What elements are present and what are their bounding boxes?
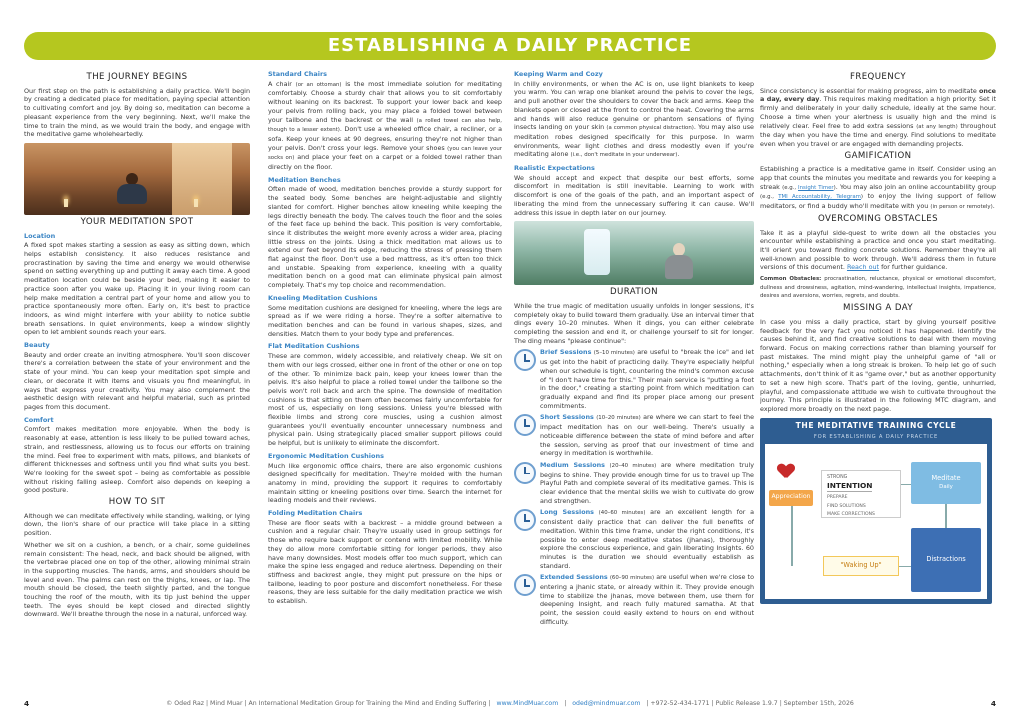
insight-timer-link[interactable]: Insight Timer bbox=[798, 184, 834, 191]
folding-paragraph: These are floor seats with a backrest – a middle ground between a cushion and a regular chair. They're usually used in group settings for those who require back support or contend with limited mobility. While they do allow more comfortable sitting for longer periods, they also have many downsides. Most models offer too much support, which can make the spine less engaged and reduce alertness. Depending on their stiffness and backrest angle, they might put pressure on the hips or tailbone, leading to poor posture and discomfort nonetheless. For these reasons, they are less suitable for the daily meditation practice we wish to establish. bbox=[268, 518, 502, 606]
subheading-ergonomic: Ergonomic Meditation Cushions bbox=[268, 451, 385, 460]
duration-long-name: Long Sessions bbox=[540, 508, 594, 517]
duration-extended-desc: are useful when we're close to entering a jhanic state, or already within it. They provide enough time to stabilize the jhanas, move between them, use them for deepening Insight, and reach fully matured samatha. At that point, the session could easily extend to hours on end without difficulty. bbox=[540, 573, 754, 626]
intention-item-solutions: FIND SOLUTIONS bbox=[827, 503, 866, 509]
section-title-obstacles: OVERCOMING OBSTACLES bbox=[818, 213, 938, 224]
meditate-daily-box bbox=[911, 462, 981, 504]
comfort-paragraph: Comfort makes meditation more enjoyable. When the body is reasonably at ease, attention is less likely to be pulled toward aches, strain, and restlessness, allowing us to focus our efforts on training the mind. Feel free to experiment with mats, pillows, and blankets of different thicknesses and softness until you find what suits you best. We're looking for the sweet spot – being as comfortable as possible without risking falling asleep. Comfort also depends on keeping a good posture. bbox=[24, 425, 250, 495]
subheading-location: Location bbox=[24, 231, 56, 240]
duration-extended-text bbox=[540, 573, 754, 626]
waking-up-box: "Waking Up" bbox=[823, 556, 899, 576]
duration-extended-name: Extended Sessions bbox=[540, 573, 608, 582]
duration-brief-name: Brief Sessions bbox=[540, 348, 592, 357]
obstacles-text-1: Take it as a playful side-quest to write down all the obstacles you encounter while establishing a practice and once you start meditating. It'll orient you toward finding concrete solutions. Remember they're all well-known and possible to work through. We'll address them in future versions of this document. bbox=[760, 228, 996, 272]
appreciation-box: Appreciation bbox=[769, 490, 813, 506]
gamification-note-2b: ) bbox=[860, 194, 864, 201]
journey-paragraph: Our first step on the path is establishing a daily practice. We'll begin by creating a dedicated place for meditation, paying special attention to cultivating comfort and joy. By doing so, meditation can become a pleasant experience from the very beginning. Next, we'll make the time to train the mind, as we would train the body, and engage with the meditative game wholeheartedly. bbox=[24, 86, 250, 139]
arrow-icon bbox=[901, 484, 911, 486]
footer-release-info: | +972-52-434-1771 | Public Release 1.9.7 | September 15th, 2026 bbox=[646, 699, 854, 707]
duration-short-range: (10–20 minutes) bbox=[596, 415, 641, 422]
subheading-benches: Meditation Benches bbox=[268, 175, 341, 184]
gamification-paragraph bbox=[760, 165, 996, 212]
frequency-note: (at any length) bbox=[916, 123, 958, 130]
footer-email-link[interactable]: oded@mindmuar.com bbox=[572, 699, 641, 707]
intention-strong-label: STRONG bbox=[827, 474, 848, 480]
frequency-text-2: . This requires making meditation a high priority. Set it firmly and deliberately in your daily schedule, ideally at the same hour. Choose a time when your alertness is usually high and the mind is relatively clear. Feel free to add extra sessions bbox=[760, 95, 996, 130]
duration-brief-text bbox=[540, 348, 754, 410]
subheading-folding: Folding Meditation Chairs bbox=[268, 509, 363, 518]
chairs-text-3: . Don't use a wheeled office chair, a recliner, or a sofa. Keep your knees at 90 degrees, ensuring they're not higher than your pelvis. Don't cross your legs. Remove your shoes bbox=[268, 125, 502, 152]
subheading-flat: Flat Meditation Cushions bbox=[268, 342, 360, 351]
expectations-paragraph: We should accept and expect that despite our best efforts, some discomfort in meditation is still inevitable. Learning to work with discomfort is one of the goals of the path, and an important aspect of liberating the mind from the unnecessary suffering it can cause. We'll address this issue in depth later on our journey. bbox=[514, 173, 754, 217]
section-title-frequency: FREQUENCY bbox=[850, 72, 906, 82]
subheading-warm: Keeping Warm and Cozy bbox=[514, 70, 603, 78]
page-footer bbox=[24, 696, 996, 710]
beauty-paragraph: Beauty and order create an inviting atmosphere. You'll soon discover there's a correlation between the state of your environment and the state of your mind. You can keep your meditation spot simple and clean, or decorate it with items and visuals you find meaningful, in ways that express your creativity. You may also complement the aesthetic design with relevant and helpful material, such as printed pages from this document. bbox=[24, 350, 250, 411]
duration-paragraph: While the true magic of meditation usually unfolds in longer sessions, it's completely okay to build toward them gradually. Use an interval timer that dings every 10–20 minutes. When it dings, you can either celebrate completing the session and end it, or challenge yourself to sit for longer. The ding means "please continue": bbox=[514, 301, 754, 345]
subheading-kneeling: Kneeling Meditation Cushions bbox=[268, 293, 378, 302]
warm-text-2: . You may also use meditation robes designed specifically for this purpose. In warm environments, wear light clothes and dress modestly even if you're meditating alone bbox=[514, 123, 754, 159]
section-title-gamification: GAMIFICATION bbox=[844, 150, 912, 161]
chairs-note-1: (or an ottoman) bbox=[295, 81, 342, 88]
intention-label: INTENTION bbox=[827, 481, 873, 491]
clock-icon bbox=[514, 414, 536, 436]
meditate-label: Meditate bbox=[931, 473, 961, 482]
footer-copyright: © Oded Raz | Mind Muar | An International Meditation Group for Training the Mind and Ending Suffering | bbox=[166, 699, 491, 707]
gamification-text-2: . You may also join an online accountability group bbox=[835, 182, 996, 191]
waterfall-monk-photo bbox=[514, 221, 754, 285]
duration-extended-range: (60–90 minutes) bbox=[609, 575, 655, 582]
sit-paragraph-2: Whether we sit on a cushion, a bench, or a chair, some guidelines remain consistent: The head, neck, and back should be aligned, with the vertebrae placed one on top of the other, allowing minimal strain in the supporting muscles. The hands, arms, and shoulders should be level and even. The palms can rest on the thighs, knees, or lap. The mouth should be closed, the teeth slightly parted, and the tongue touching the roof of the mouth, with its tip just behind the upper teeth. The eyes should be kept closed and directed slightly downward. We'll breathe through the nose in a natural, unforced way. bbox=[24, 540, 250, 619]
obstacles-paragraph bbox=[760, 229, 996, 273]
arrow-icon bbox=[945, 504, 947, 528]
benches-paragraph: Often made of wood, meditation benches provide a sturdy support for the seated body. Some benches are height-adjustable and slightly slanted for comfort. Higher benches allow kneeling while keeping the legs directly beneath the body. The calves touch the floor and the soles of the feet face up behind the back. This position is very comfortable, since it distributes the weight more evenly across a wider area, placing little stress on the joints. Using a thick meditation mat allows us to extend our feet beyond its edge, reducing the stress of pressing them flat against the floor. Don't use a bed mattress, as it's often too thick and unstable. Speaking from experience, kneeling with a quality meditation bench on a good mat can eliminate physical pain almost completely. That's my top choice and recommendation. bbox=[268, 185, 502, 290]
column-3 bbox=[514, 70, 754, 692]
mtc-subtitle: FOR ESTABLISHING A DAILY PRACTICE bbox=[813, 433, 939, 440]
duration-short-name: Short Sessions bbox=[540, 413, 594, 422]
column-1 bbox=[24, 70, 250, 692]
intention-item-prepare: PREPARE bbox=[827, 495, 848, 501]
location-paragraph: A fixed spot makes starting a session as easy as sitting down, which helps establish consistency. It also reduces resistance and procrastination by saving the time and energy we would otherwise spend on setting everything up and putting it away each time. A good meditation location could be beside your bed, making it easier to practice soon after you wake up. Placing it in your living room can help make meditation a central part of your home and allow you to practice spontaneously more often. Early on, it's best to practice indoors, as wind might interfere with your ability to notice subtle breath sensations. In quiet environments, keep a window slightly open to let ambient sounds reach your ears. bbox=[24, 241, 250, 337]
frequency-paragraph bbox=[760, 87, 996, 149]
sit-paragraph-1: Although we can meditate effectively while standing, walking, or lying down, the lion's share of our practice will take place in a sitting position. bbox=[24, 511, 250, 538]
duration-item-extended bbox=[514, 573, 754, 626]
gamification-note-3: (in person or remotely) bbox=[930, 204, 993, 211]
warm-note-1: (a common physical distraction) bbox=[606, 125, 694, 132]
duration-item-medium bbox=[514, 461, 754, 506]
column-2 bbox=[268, 70, 502, 692]
flat-paragraph: These are common, widely accessible, and relatively cheap. We sit on them with our legs crossed, either one in front of the other or one on top of the other. To minimize back pain, keep your knees lower than the pelvis. It's also helpful to place a rolled towel under the tailbone so the pelvis won't roll back and arch the spine. The downside of meditation cushions is that sitting on them often becomes fairly uncomfortable for most of us, especially on long sessions. Unless you're blessed with flexible limbs and strong core muscles, using a cushion almost guarantees you'll eventually encounter unnecessary numbness and physical pain. Using strategically placed smaller support pillows could be helpful, but is unlikely to eliminate the discomfort. bbox=[268, 352, 502, 448]
duration-item-short bbox=[514, 413, 754, 458]
chairs-note-3: (you can leave your socks on) bbox=[268, 145, 502, 162]
gamification-note-1b: ) bbox=[833, 184, 836, 191]
duration-long-range: (40–60 minutes) bbox=[598, 510, 646, 517]
warm-text-3: . bbox=[677, 150, 680, 159]
mtc-diagram bbox=[760, 418, 992, 604]
duration-brief-desc: are useful to "break the ice" and let us get into the habit of practicing daily. They're especially helpful when our schedule is tight, countering the mind's common excuse of "I don't have time for this." Their main service is "putting a foot in the door," creating a starting point from which meditation can gradually expand and find its proper place among our present commitments. bbox=[540, 348, 754, 410]
frequency-text-1: Since consistency is essential for making progress, aim to meditate bbox=[760, 86, 979, 95]
duration-item-long bbox=[514, 508, 754, 570]
subheading-expectations: Realistic Expectations bbox=[514, 164, 595, 173]
subheading-comfort: Comfort bbox=[24, 415, 54, 424]
warm-paragraph bbox=[514, 80, 754, 160]
section-title-sit: HOW TO SIT bbox=[108, 497, 166, 508]
duration-long-desc: are an excellent length for a consistent daily practice that can deliver the full benefits of meditation. Within this time frame, under the right conditions, it's possible to enter deep meditative states (jhanas), thoroughly explore the conscious experience, and gain liberating Insights. 60 minutes is the duration we should eventually establish as standard. bbox=[540, 508, 754, 570]
footer-site-link[interactable]: www.MindMuar.com bbox=[496, 699, 559, 707]
ergonomic-paragraph: Much like ergonomic office chairs, there are also ergonomic cushions designed specifically for meditation. They're molded with the human anatomy in mind, providing the support it requires to comfortably maintain sitting or kneeling positions over time. Search the internet for leading models and their reviews. bbox=[268, 461, 502, 505]
gamification-text-4: . bbox=[992, 202, 995, 211]
chairs-text-2: is the most immediate solution for meditating comfortably. Choose a sturdy chair that allows you to sit comfortably without leaning on its backrest. To support your lower back and keep your pelvis from rolling back, you may place a folded towel between your tailbone and the backrest or the wall bbox=[268, 79, 502, 124]
page-banner-title: ESTABLISHING A DAILY PRACTICE bbox=[24, 32, 996, 60]
gamification-note-1: (e.g., bbox=[782, 184, 799, 191]
missing-paragraph: In case you miss a daily practice, start by giving yourself positive feedback for the very fact you noticed it has happened. Identify the causes behind it, and find creative solutions to deal with them moving forward. Focus on making corrections rather than blaming yourself for past mistakes. The mind might play the unhelpful game of "all or nothing," especially when a long streak is broken. To help let go of such attachments, don't think of it as "game over," but as another opportunity to set a new high score. That's part of the loving, gentle, unhurried, playful, and compassionate attitude we wish to cultivate throughout the journey. This principle is illustrated in the following MTC diagram, and explored more broadly on the next page. bbox=[760, 317, 996, 413]
intention-item-corrections: MAKE CORRECTIONS bbox=[827, 512, 875, 518]
section-title-missing: MISSING A DAY bbox=[843, 303, 913, 314]
mtc-title: THE MEDITATIVE TRAINING CYCLE bbox=[795, 420, 957, 430]
gamification-text-3: to enjoy the living support of fellow meditators, or find a buddy who'll meditate with you bbox=[760, 192, 996, 211]
duration-short-desc: are where we can start to feel the impact meditation has on our well-being. There's usually a noticeable difference between the state of mind before and after the session, serving as proof that our investment of time and energy in meditation is worthwhile. bbox=[540, 413, 754, 458]
duration-short-text bbox=[540, 413, 754, 458]
reach-out-link[interactable]: Reach out bbox=[846, 263, 880, 272]
kneeling-paragraph: Some meditation cushions are designed for kneeling, where the legs are spread as if we were riding a horse. They're a softer alternative to meditation benches and can be found in various shapes, sizes, and densities. Match them to your body type and preferences. bbox=[268, 303, 502, 338]
column-4 bbox=[760, 70, 996, 692]
frequency-text-3: throughout the day when you have the time and energy. Find solutions to meditate even when you travel or are engaged with demanding projects. bbox=[760, 121, 996, 148]
page-number-left: 4 bbox=[24, 698, 30, 708]
tmi-accountability-link[interactable]: TMI Accountability, Telegram bbox=[778, 194, 861, 201]
page-number-right: 4 bbox=[990, 698, 996, 708]
section-title-duration: DURATION bbox=[610, 287, 658, 298]
common-obstacles-list: procrastination, reluctance, physical or emotional discomfort, dullness and drowsiness, agitation, mind-wandering, intellectual insights, impatience, desires and aversions, worries, regrets, and doubts. bbox=[760, 276, 996, 300]
clock-icon bbox=[514, 509, 536, 531]
chairs-paragraph bbox=[268, 80, 502, 172]
chairs-note-2: (a rolled towel can also help, though to a lesser extent) bbox=[268, 117, 502, 134]
common-obstacles-label: Common Obstacles: bbox=[760, 276, 825, 283]
subheading-beauty: Beauty bbox=[24, 341, 50, 350]
clock-icon bbox=[514, 574, 536, 596]
common-obstacles bbox=[760, 275, 996, 301]
distractions-box: Distractions bbox=[911, 528, 981, 592]
duration-brief-range: (5–10 minutes) bbox=[593, 350, 635, 357]
chairs-text-4: and place your feet on a carpet or a folded towel rather than directly on the floor. bbox=[268, 153, 502, 172]
warm-text-1: In chilly environments, or when the AC is on, use light blankets to keep you warm. You can wrap one blanket around the pelvis to cover the legs, and pull another over the shoulders to cover the back and arms. Keep the blankets open or closed at the front to control the heat. Covering the arms and hands will also reduce genuine or phantom sensations of flying insects landing on your skin bbox=[514, 79, 754, 132]
duration-long-text bbox=[540, 508, 754, 570]
section-title-spot: YOUR MEDITATION SPOT bbox=[80, 216, 194, 227]
footer-credits bbox=[164, 700, 856, 707]
arrow-icon bbox=[791, 506, 793, 566]
subheading-chairs: Standard Chairs bbox=[268, 70, 328, 78]
section-title-journey: THE JOURNEY BEGINS bbox=[86, 72, 188, 82]
intention-box bbox=[821, 470, 901, 518]
duration-medium-desc: are where meditation truly begins to shine. They provide enough time for us to travel up The Playful Path and complete several of its meditative games. This is clear evidence that the mental skills we wish to cultivate do grow and strengthen. bbox=[540, 460, 754, 505]
duration-medium-text bbox=[540, 461, 754, 506]
gamification-note-2: (e.g., bbox=[760, 194, 779, 201]
meditation-room-photo bbox=[24, 143, 250, 215]
gamification-text-1: Establishing a practice is a meditative game in itself. Consider using an app that counts the minutes you meditate and rewards you for keeping a streak bbox=[760, 165, 996, 191]
clock-icon bbox=[514, 462, 536, 484]
duration-medium-range: (20–40 minutes) bbox=[609, 462, 657, 469]
duration-item-brief bbox=[514, 348, 754, 410]
footer-separator: | bbox=[564, 699, 567, 707]
duration-medium-name: Medium Sessions bbox=[540, 460, 605, 469]
chairs-text-1: A chair bbox=[268, 79, 296, 88]
frequency-emphasis: once a day, every day bbox=[760, 86, 996, 104]
warm-note-2: (i.e., don't meditate in your underwear) bbox=[570, 152, 678, 159]
mtc-panel bbox=[765, 444, 987, 599]
arrow-icon bbox=[899, 566, 911, 568]
daily-label: Daily bbox=[939, 483, 953, 490]
clock-icon bbox=[514, 349, 536, 371]
obstacles-text-2: for further guidance. bbox=[879, 263, 948, 272]
heart-icon bbox=[778, 464, 794, 478]
